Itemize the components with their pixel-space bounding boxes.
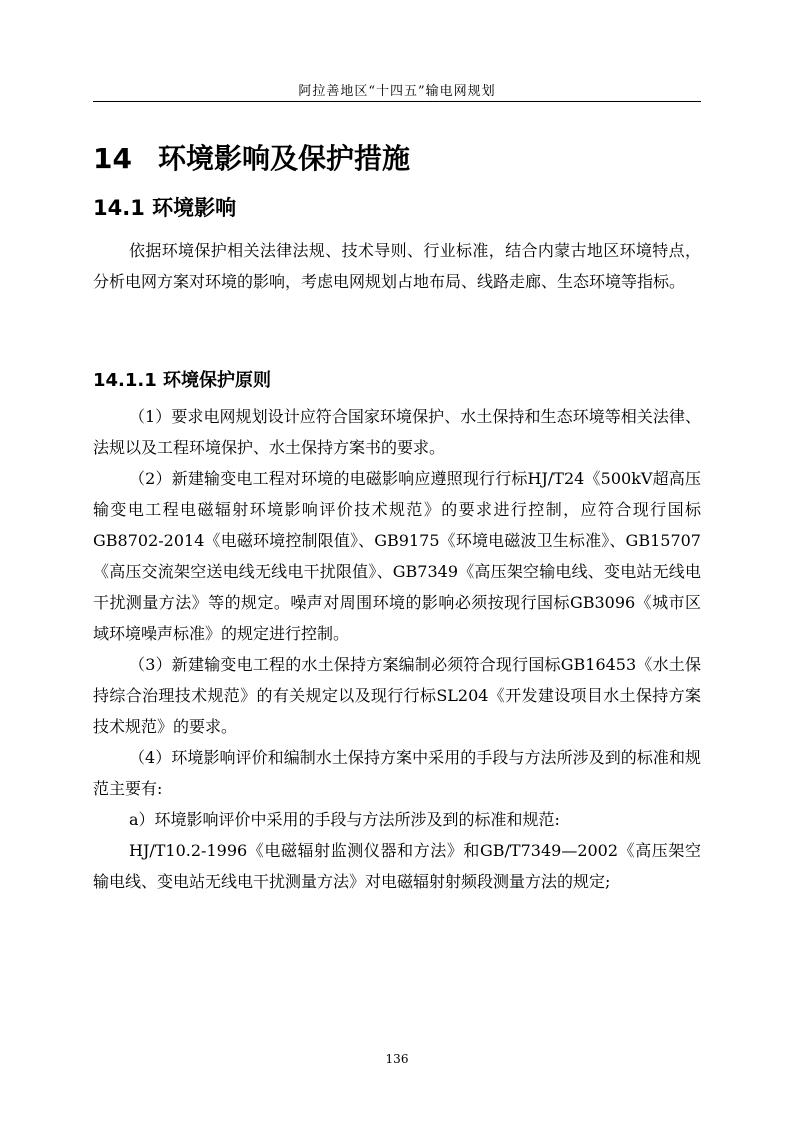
paragraph-5: a）环境影响评价中采用的手段与方法所涉及到的标准和规范: <box>129 810 560 829</box>
running-header: 阿拉善地区“十四五”输电网规划 <box>298 84 496 99</box>
page-number: 136 <box>385 1052 409 1066</box>
header-divider <box>93 101 701 102</box>
paragraph-3: （3）新建输变电工程的水土保持方案编制必须符合现行国标GB16453《水土保持综合治理技术规范》的有关规定以及现行行标SL204《开发建设项目水土保持方案技术规范》的要求。 <box>93 655 701 736</box>
intro-block <box>93 235 701 297</box>
paragraph-6: HJ/T10.2-1996《电磁辐射监测仪器和方法》和GB/T7349—2002《高压架空输电线、变电站无线电干扰测量方法》对电磁辐射射频段测量方法的规定; <box>93 841 701 891</box>
paragraph-2: （2）新建输变电工程对环境的电磁影响应遵照现行行标HJ/T24《500kV超高压输变电工程电磁辐射环境影响评价技术规范》的要求进行控制，应符合现行国标GB8702-2014《电磁环境控制限值》、GB9175《环境电磁波卫生标准》、GB15707《高压交流架空送电线无线电干扰限值》、GB7349《高压架空输电线、变电站无线电干扰测量方法》等的规定。噪声对周围环境的影响必须按现行国标GB3096《城市区域环境噪声标准》的规定进行控制。 <box>93 469 701 643</box>
chapter-title: 环境影响及保护措施 <box>157 142 410 175</box>
paragraph-4: （4）环境影响评价和编制水土保持方案中采用的手段与方法所涉及到的标准和规范主要有: <box>93 748 701 798</box>
principles-block <box>93 401 701 897</box>
chapter-number: 14 <box>93 142 132 175</box>
section-heading: 14.1 环境影响 <box>93 196 237 220</box>
intro-paragraph: 依据环境保护相关法律法规、技术导则、行业标准，结合内蒙古地区环境特点，分析电网方案对环境的影响，考虑电网规划占地布局、线路走廊、生态环境等指标。 <box>93 241 701 291</box>
paragraph-1: （1）要求电网规划设计应符合国家环境保护、水土保持和生态环境等相关法律、法规以及工程环境保护、水土保持方案书的要求。 <box>93 407 701 457</box>
chapter-heading <box>93 137 410 177</box>
subsection-heading: 14.1.1 环境保护原则 <box>93 370 272 391</box>
